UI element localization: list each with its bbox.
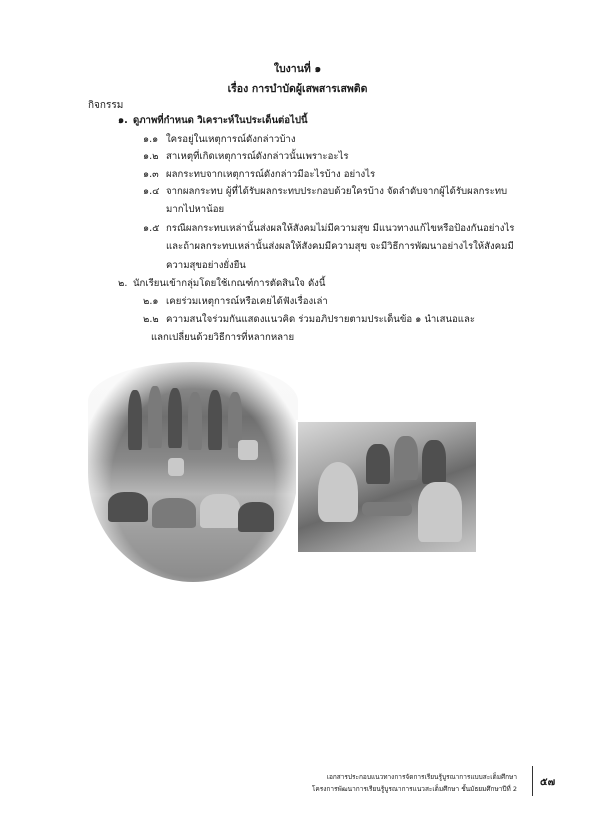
rehab-group-photo bbox=[88, 362, 298, 582]
person-figure bbox=[188, 392, 202, 450]
item-text: ความสุขอย่างยั่งยืน bbox=[166, 260, 246, 271]
item-number: ๑.๔ bbox=[143, 186, 160, 197]
item-text: ใครอยู่ในเหตุการณ์ดังกล่าวบ้าง bbox=[166, 134, 296, 145]
activity-label: กิจกรรม bbox=[88, 100, 124, 111]
item-number: ๑. bbox=[118, 115, 128, 126]
item-text: กรณีผลกระทบเหล่านั้นส่งผลให้สังคมไม่มีความสุข มีแนวทางแก้ไขหรือป้องกันอย่างไร bbox=[166, 223, 515, 234]
item-number: ๒.๑ bbox=[143, 296, 159, 307]
item-text: นักเรียนเข้ากลุ่มโดยใช้เกณฑ์การตัดสินใจ ดังนี้ bbox=[133, 278, 326, 289]
item-number: ๑.๓ bbox=[143, 169, 159, 180]
item-text: มากไปหาน้อย bbox=[166, 204, 225, 215]
worksheet-title: ใบงานที่ ๑ bbox=[273, 63, 322, 75]
person-figure bbox=[152, 498, 196, 528]
person-figure bbox=[366, 444, 390, 484]
item-text: ดูภาพที่กำหนด วิเคราะห์ในประเด็นต่อไปนี้ bbox=[133, 115, 308, 126]
bucket-object bbox=[168, 458, 184, 476]
item-number: ๑.๕ bbox=[143, 223, 160, 234]
item-text: เคยร่วมเหตุการณ์หรือเคยได้ฟังเรื่องเล่า bbox=[166, 296, 328, 307]
person-figure bbox=[168, 388, 182, 448]
person-figure bbox=[318, 462, 358, 522]
person-figure bbox=[422, 440, 446, 484]
person-figure bbox=[200, 494, 240, 528]
person-figure bbox=[238, 502, 274, 532]
item-number: ๑.๑ bbox=[143, 134, 159, 145]
person-figure bbox=[108, 492, 148, 522]
item-number: ๒. bbox=[118, 278, 128, 289]
worksheet-subject: เรื่อง การบำบัดผู้เสพสารเสพติด bbox=[227, 83, 368, 95]
footer-divider bbox=[532, 766, 533, 796]
item-text: จากผลกระทบ ผู้ที่ได้รับผลกระทบประกอบด้วยใครบ้าง จัดลำดับจากผู้ได้รับผลกระทบ bbox=[166, 186, 508, 197]
bucket-object bbox=[238, 440, 258, 460]
page-number: ๕๗ bbox=[540, 777, 556, 788]
person-figure bbox=[128, 390, 142, 450]
item-text: แลกเปลี่ยนด้วยวิธีการที่หลากหลาย bbox=[151, 332, 295, 343]
item-text: สาเหตุที่เกิดเหตุการณ์ดังกล่าวนั้นเพราะอะไร bbox=[166, 151, 349, 162]
footer-line-1: เอกสารประกอบแนวทางการจัดการเรียนรู้บูรณาการแบบสะเต็มศึกษา bbox=[326, 773, 517, 781]
item-number: ๑.๒ bbox=[143, 151, 159, 162]
person-figure bbox=[148, 386, 162, 448]
person-figure bbox=[418, 482, 462, 542]
footer-line-2: โครงการพัฒนาการเรียนรู้บูรณาการแนวสะเต็มศึกษา ชั้นมัธยมศึกษาปีที่ 2 bbox=[311, 785, 517, 793]
person-figure bbox=[208, 390, 222, 450]
hands-table bbox=[362, 502, 412, 516]
item-text: และถ้าผลกระทบเหล่านั้นส่งผลให้สังคมมีความสุข จะมีวิธีการพัฒนาอย่างไรให้สังคมมี bbox=[166, 241, 514, 252]
person-figure bbox=[394, 436, 418, 480]
item-number: ๒.๒ bbox=[143, 314, 159, 325]
group-activity-photo bbox=[296, 420, 478, 554]
item-text: ผลกระทบจากเหตุการณ์ดังกล่าวมีอะไรบ้าง อย่างไร bbox=[166, 169, 376, 180]
item-text: ความสนใจร่วมกันแสดงแนวคิด ร่วมอภิปรายตามประเด็นข้อ ๑ นำเสนอและ bbox=[166, 314, 475, 325]
